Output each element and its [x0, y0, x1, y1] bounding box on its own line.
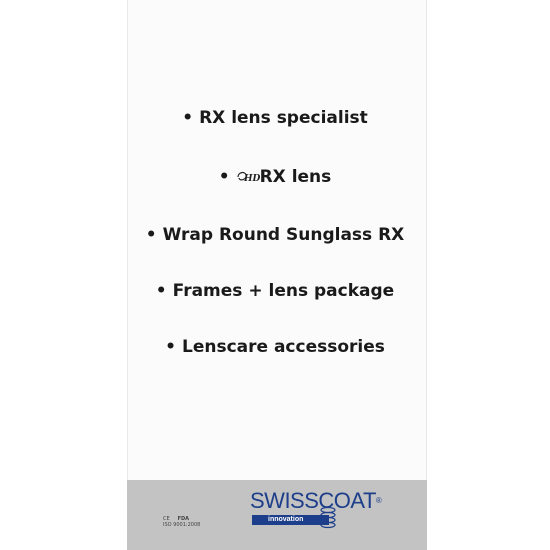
item-label: Lenscare accessories: [181, 337, 385, 357]
item-lenscare-accessories: [0, 336, 550, 358]
certification-marks: [163, 516, 200, 528]
bullet: •: [182, 108, 194, 128]
brand-name: SWISSCOAT: [250, 488, 376, 513]
bullet: •: [145, 225, 157, 245]
bullet: •: [218, 167, 230, 187]
item-label: RX lens: [259, 167, 332, 187]
lens-stack-icon: [318, 506, 338, 528]
item-frames-lens-package: [0, 280, 550, 302]
item-label: RX lens specialist: [199, 108, 368, 128]
swisscoat-logo: [250, 490, 381, 512]
flyer-panel: [127, 0, 427, 550]
item-label: Frames + lens package: [172, 281, 395, 301]
item-rx-lens-specialist: [0, 107, 550, 129]
svg-text:HD: HD: [243, 174, 260, 184]
item-label: Wrap Round Sunglass RX: [162, 225, 405, 245]
iso-label: ISO 9001:2008: [163, 522, 201, 528]
hd-logo-icon: [236, 168, 258, 190]
item-hd-rx-lens: [0, 166, 550, 190]
item-wrap-round-sunglass-rx: [0, 224, 550, 246]
fda-mark: FDA: [177, 516, 190, 522]
bullet: •: [155, 281, 167, 301]
registered-mark: ®: [375, 496, 382, 505]
ce-mark: CE: [163, 516, 170, 522]
bullet: •: [165, 337, 176, 357]
tagline: innovation: [268, 516, 304, 523]
